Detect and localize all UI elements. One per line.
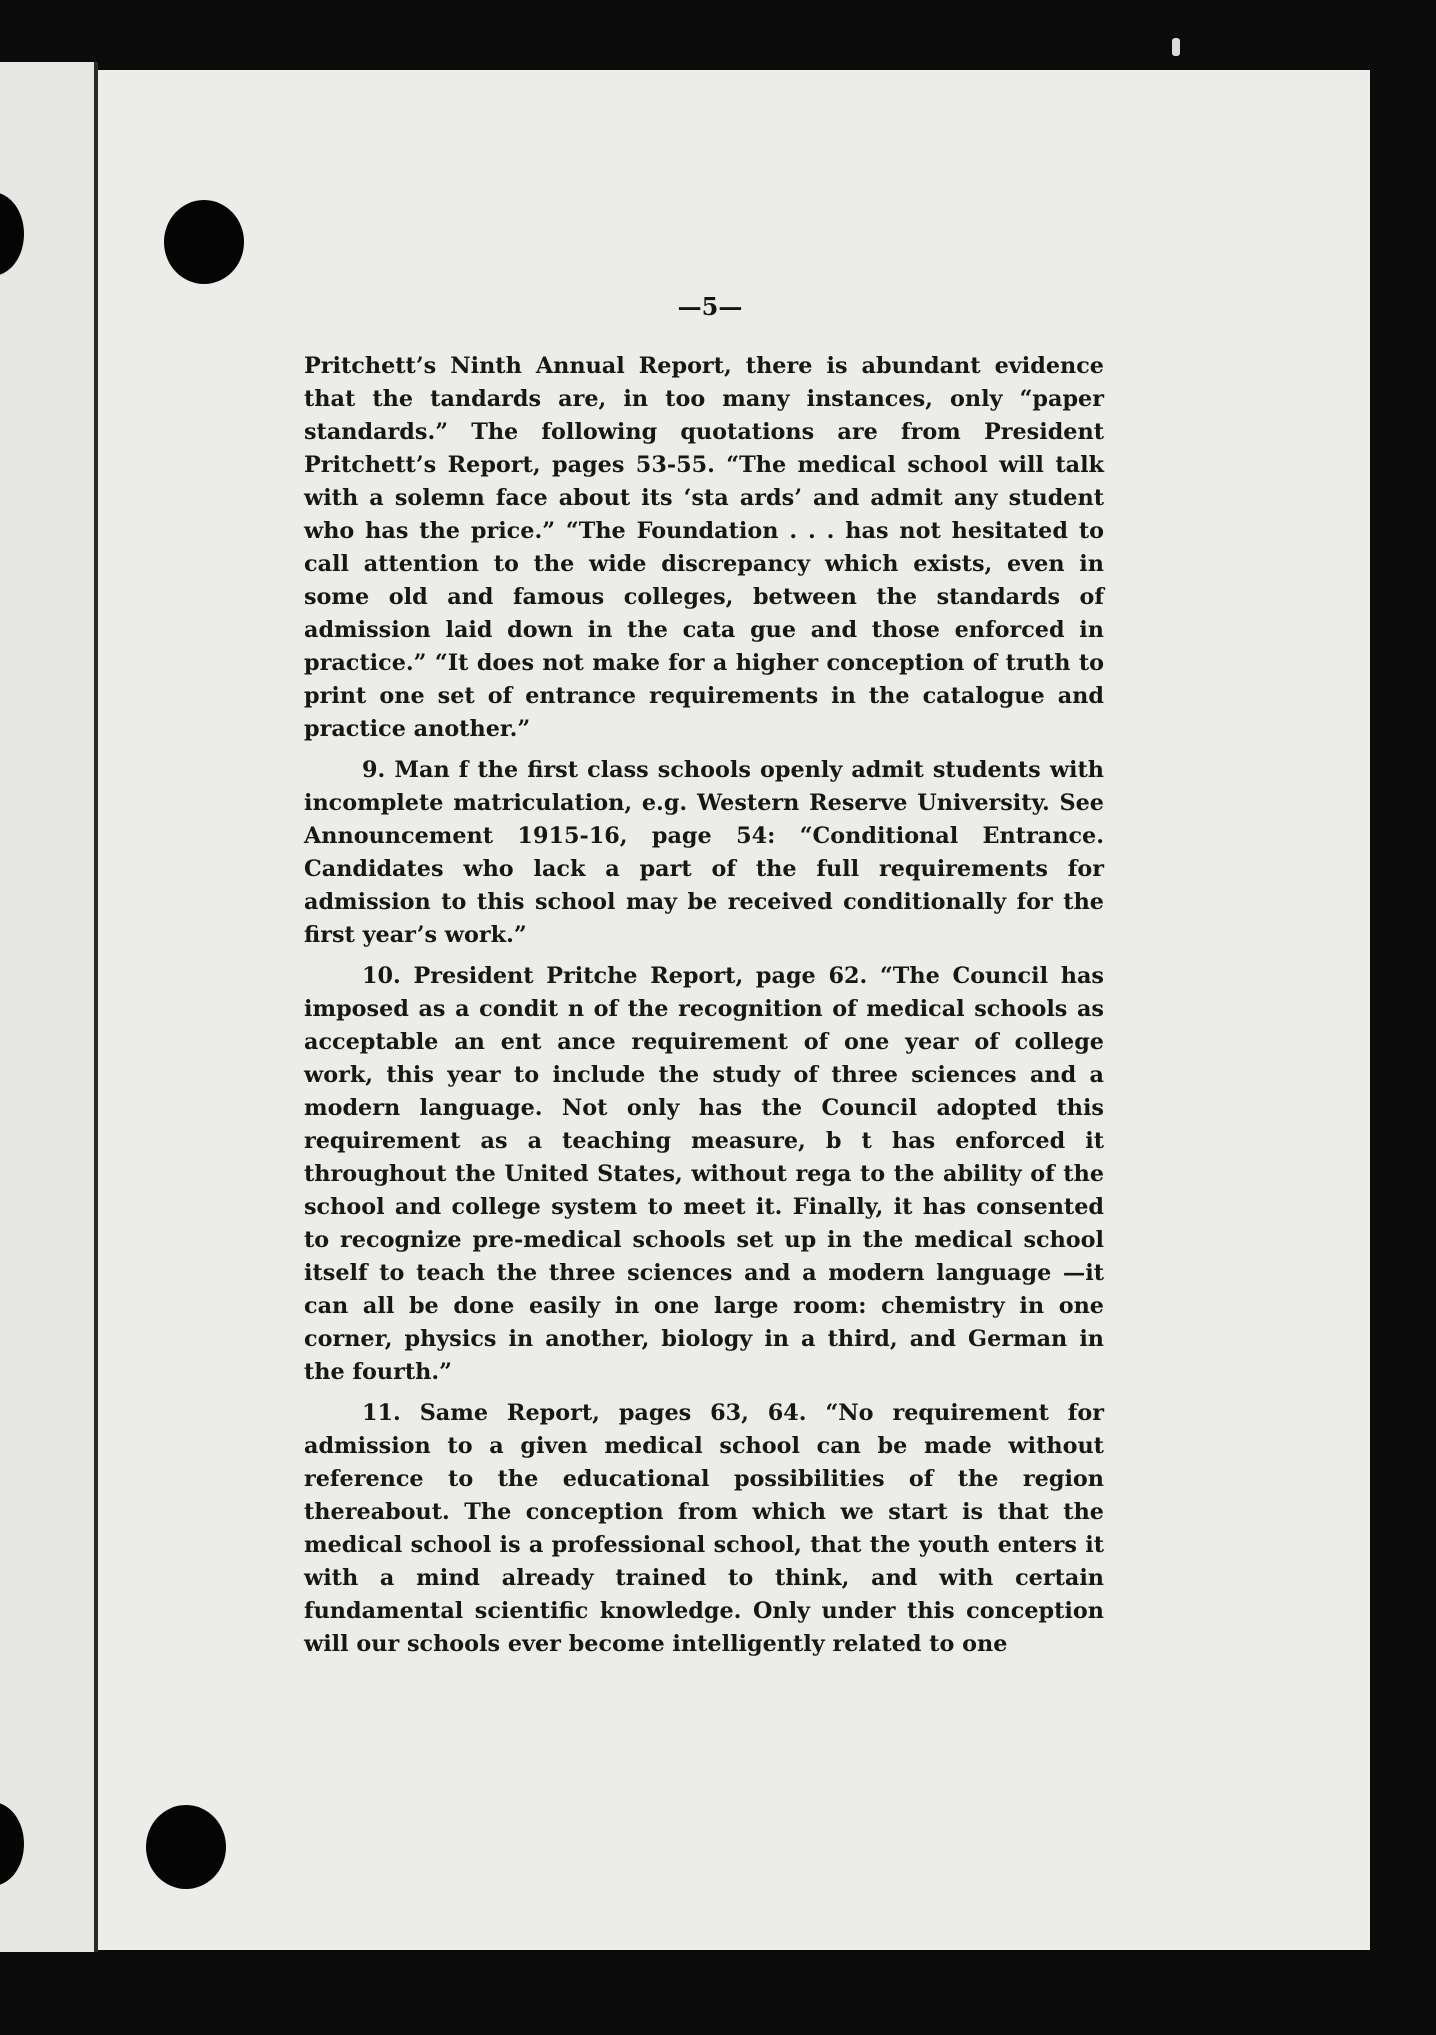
body-text	[304, 350, 1104, 1669]
paragraph-10: 10. President Pritche Report, page 62. “The Council has imposed as a condit n of the recognition of medical schools as acceptable an ent ance requirement of one year of college work, this year to include the study of three sciences and a modern language. Not only has the Council adopted this requirement as a teaching measure, b t has enforced it throughout the United States, without rega to the ability of the school and college system to meet it. Finally, it has consented to recognize pre-medical schools set up in the medical school itself to teach the three sciences and a modern language —it can all be done easily in one large room: chemistry in one corner, physics in another, biology in a third, and German in the fourth.”	[304, 963, 1104, 1385]
punch-hole	[164, 200, 244, 284]
page-number: —5—	[677, 292, 743, 321]
paragraph-11: 11. Same Report, pages 63, 64. “No requirement for admission to a given medical school can be made without reference to the educational possibilities of the region thereabout. The conception from which we start is that the medical school is a professional school, that the youth enters it with a mind already trained to think, and with certain fundamental scientific knowledge. Only under this conception will our schools ever become intelligently related to one	[304, 1400, 1104, 1657]
scan-speck	[1172, 38, 1180, 56]
punch-hole	[146, 1805, 226, 1889]
paragraph-continuation: Pritchett’s Ninth Annual Report, there is abundant evidence that the tandards are, in too many instances, only “paper standards.” The following quotations are from President Pritchett’s Report, pages 53-55. “The medical school will talk with a solemn face about its ‘sta ards’ and admit any student who has the price.” “The Foundation . . . has not hesitated to call attention to the wide discrepancy which exists, even in some old and famous colleges, between the standards of admission laid down in the cata gue and those enforced in practice.” “It does not make for a higher conception of truth to print one set of entrance requirements in the catalogue and practice another.”	[304, 353, 1104, 742]
previous-page-edge	[0, 62, 96, 1952]
punch-hole	[0, 1802, 24, 1886]
paragraph-9: 9. Man f the first class schools openly admit students with incomplete matriculation, e.g. Western Reserve University. See Announcement 1915-16, page 54: “Conditional Entrance. Candidates who lack a part of the full requirements for admission to this school may be received conditionally for the first year’s work.”	[304, 757, 1104, 948]
punch-hole	[0, 192, 24, 276]
